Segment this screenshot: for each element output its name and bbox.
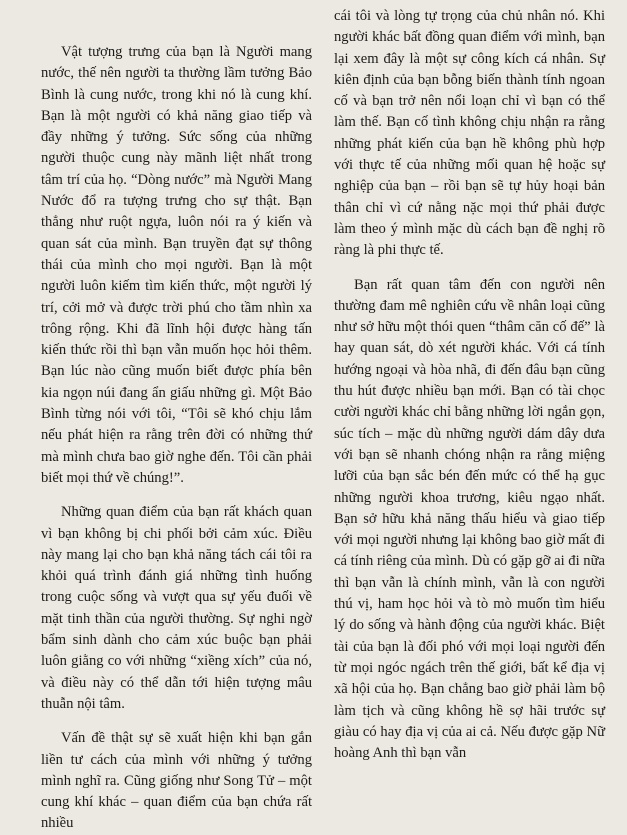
paragraph: cái tôi và lòng tự trọng của chủ nhân nó. Khi người khác bất đồng quan điểm với mình, bạn lại xem đây là một sự công kích cá nhân. Sự kiên định của bạn bỗng biến thành tính ngoan cố và bạn trở nên nổi loạn chỉ vì bạn có thể làm thế. Bạn cố tình không chịu nhận ra rằng những phát kiến của bạn hề không phù hợp với thực tế của những mối quan hệ hoặc sự nghiệp của bạn – rồi bạn sẽ tự hủy hoại bản thân chỉ vì cứ nằng nặc mọi thứ phải được làm theo ý mình mặc dù cách bạn đề nghị rõ ràng là phi thực tế. xyxy=(334,8,605,259)
paragraph: Những quan điểm của bạn rất khách quan vì bạn không bị chi phối bởi cảm xúc. Điều này mang lại cho bạn khả năng tách cái tôi ra khỏi quá trình đánh giá những tình huống trong cuộc sống và vượt qua sự yếu đuối về mặt tinh thần của người thường. Sự nghi ngờ bẩm sinh dành cho cảm xúc buộc bạn phải luôn giằng co với những “xiềng xích” của nó, và điều này có thể dẫn tới hiện tượng mâu thuẫn nội tâm. xyxy=(41,504,312,712)
paragraph: Vấn đề thật sự sẽ xuất hiện khi bạn gắn liền tư cách của mình với những ý tưởng mình nghĩ ra. Cũng giống như Song Tử – một cung khí khác – quan điểm của bạn chứa rất nhiều xyxy=(41,730,312,832)
left-column xyxy=(41,42,312,832)
right-column xyxy=(334,6,605,762)
paragraph: Vật tượng trưng của bạn là Người mang nước, thế nên người ta thường lầm tưởng Bảo Bình là cung nước, trong khi nó là cung khí. Bạn là một người có khả năng giao tiếp và đầy những ý tưởng. Sức sống của những người thuộc cung này mãnh liệt nhất trong tâm trí của họ. “Dòng nước” mà Người Mang Nước đổ ra tượng trưng cho sự thật. Bạn thẳng như ruột ngựa, luôn nói ra ý kiến và quan sát của mình. Bạn truyền đạt sự thông thái của mình cho mọi người. Bạn là một người luôn kiếm tìm kiến thức, một người lý trí, cởi mở và được trời phú cho tầm nhìn xa trông rộng. Khi đã lĩnh hội được hàng tấn kiến thức rồi thì bạn vẫn muốn học hỏi thêm. Bạn lúc nào cũng muốn biết được phía bên kia ngọn núi đang ẩn giấu những gì. Một Bảo Bình từng nói với tôi, “Tôi sẽ khó chịu lắm nếu phát hiện ra rằng trên đời có những thứ mà mình chưa bao giờ nghe đến. Tôi cần phải biết mọi thứ về chúng!”. xyxy=(41,44,312,486)
paragraph: Bạn rất quan tâm đến con người nên thường đam mê nghiên cứu về nhân loại cũng như sở hữu một thói quen “thâm căn cố đế” là hay quan sát, dò xét người khác. Với cá tính hướng ngoại và hòa nhã, đi đến đâu bạn cũng thu hút được nhiều bạn mới. Bạn có tài chọc cười người khác chỉ bằng những lời ngắn gọn, súc tích – mặc dù những người dám dây dưa với bạn sẽ nhanh chóng nhận ra rằng miệng lưỡi của bạn sắc bén đến mức có thể hạ gục những người khoa trương, kiêu ngạo nhất. Bạn sở hữu khả năng thấu hiểu và giao tiếp với mọi người nhưng lại không bao giờ mất đi cá tính riêng của mình. Dù có gặp gỡ ai đi nữa thì bạn vẫn là chính mình, vẫn là con người thú vị, ham học hỏi và tò mò muốn tìm hiểu lý do sống và hành động của người khác. Biệt tài của bạn là đối phó với mọi loại người đến từ mọi ngóc ngách trên thế giới, bất kể địa vị xã hội của họ. Bạn chẳng bao giờ phải làm bộ làm tịch và cũng không hề sợ hãi trước sự giàu có hay địa vị của ai cả. Nếu được gặp Nữ hoàng Anh thì bạn vẫn xyxy=(334,276,605,762)
